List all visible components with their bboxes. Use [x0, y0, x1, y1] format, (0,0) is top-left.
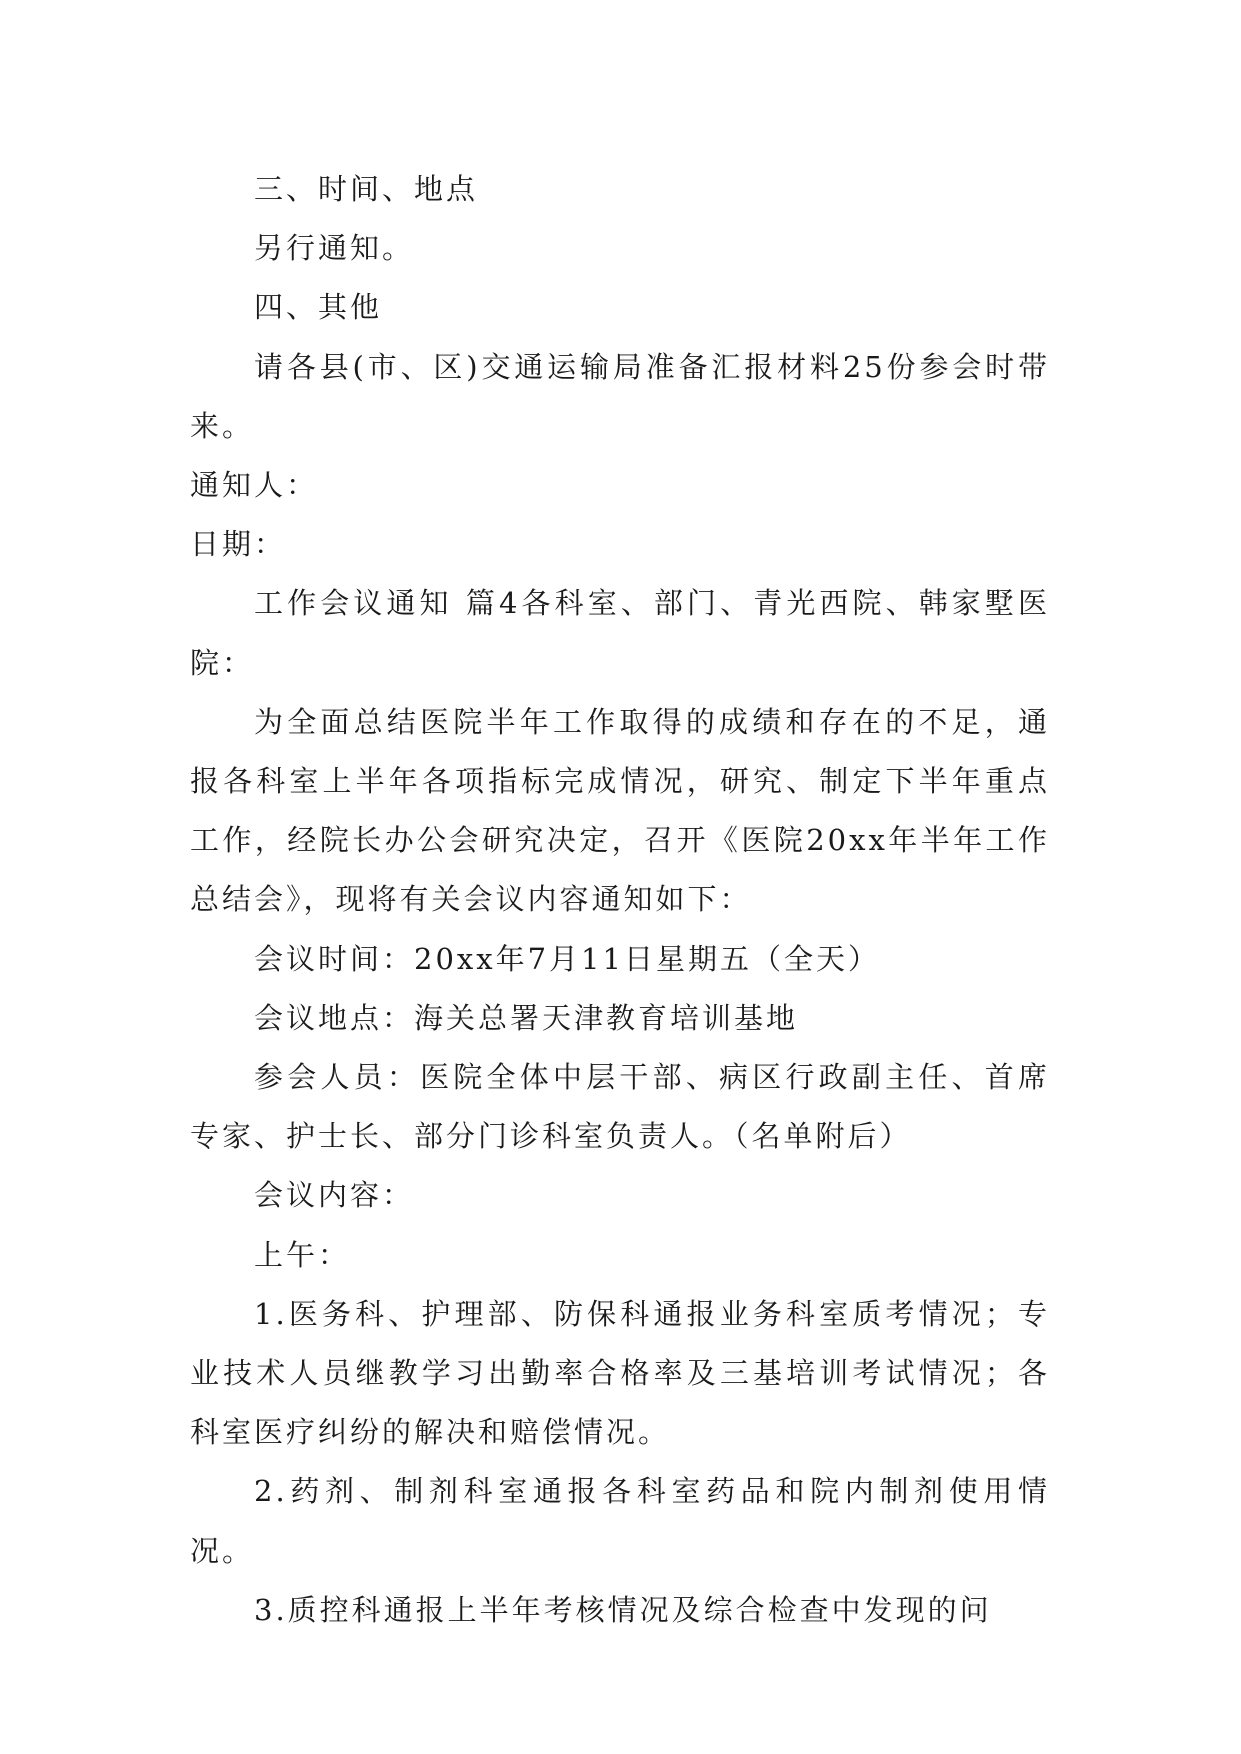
list-item: 1.医务科、护理部、防保科通报业务科室质考情况；专业技术人员继教学习出勤率合格率及三基培训考试情况；各科室医疗纠纷的解决和赔偿情况。	[190, 1296, 1050, 1450]
paragraph: 另行通知。	[254, 231, 415, 266]
meeting-attendees: 参会人员：医院全体中层干部、病区行政副主任、首席专家、护士长、部分门诊科室负责人。（名单附后）	[190, 1060, 1050, 1154]
meeting-location: 会议地点：海关总署天津教育培训基地	[254, 1000, 799, 1035]
notifier-line: 通知人：	[190, 468, 319, 503]
meeting-content-heading: 会议内容：	[254, 1178, 415, 1213]
paragraph: 请各县(市、区)交通运输局准备汇报材料25份参会时带来。	[190, 349, 1050, 443]
document-body	[190, 160, 1050, 1640]
section-heading-other: 四、其他	[254, 290, 383, 325]
date-line: 日期：	[190, 527, 287, 562]
section-heading-time-place: 三、时间、地点	[254, 172, 479, 206]
meeting-time: 会议时间：20xx年7月11日星期五（全天）	[254, 941, 880, 976]
paragraph: 为全面总结医院半年工作取得的成绩和存在的不足，通报各科室上半年各项指标完成情况，研究、制定下半年重点工作，经院长办公会研究决定，召开《医院20xx年半年工作总结会》，现将有关会议内容通知如下：	[190, 704, 1050, 917]
list-item: 2.药剂、制剂科室通报各科室药品和院内制剂使用情况。	[190, 1474, 1050, 1568]
morning-heading: 上午：	[254, 1237, 351, 1272]
notice-title-addressees: 工作会议通知 篇4各科室、部门、青光西院、韩家墅医院：	[190, 586, 1050, 680]
list-item: 3.质控科通报上半年考核情况及综合检查中发现的问	[254, 1592, 992, 1627]
